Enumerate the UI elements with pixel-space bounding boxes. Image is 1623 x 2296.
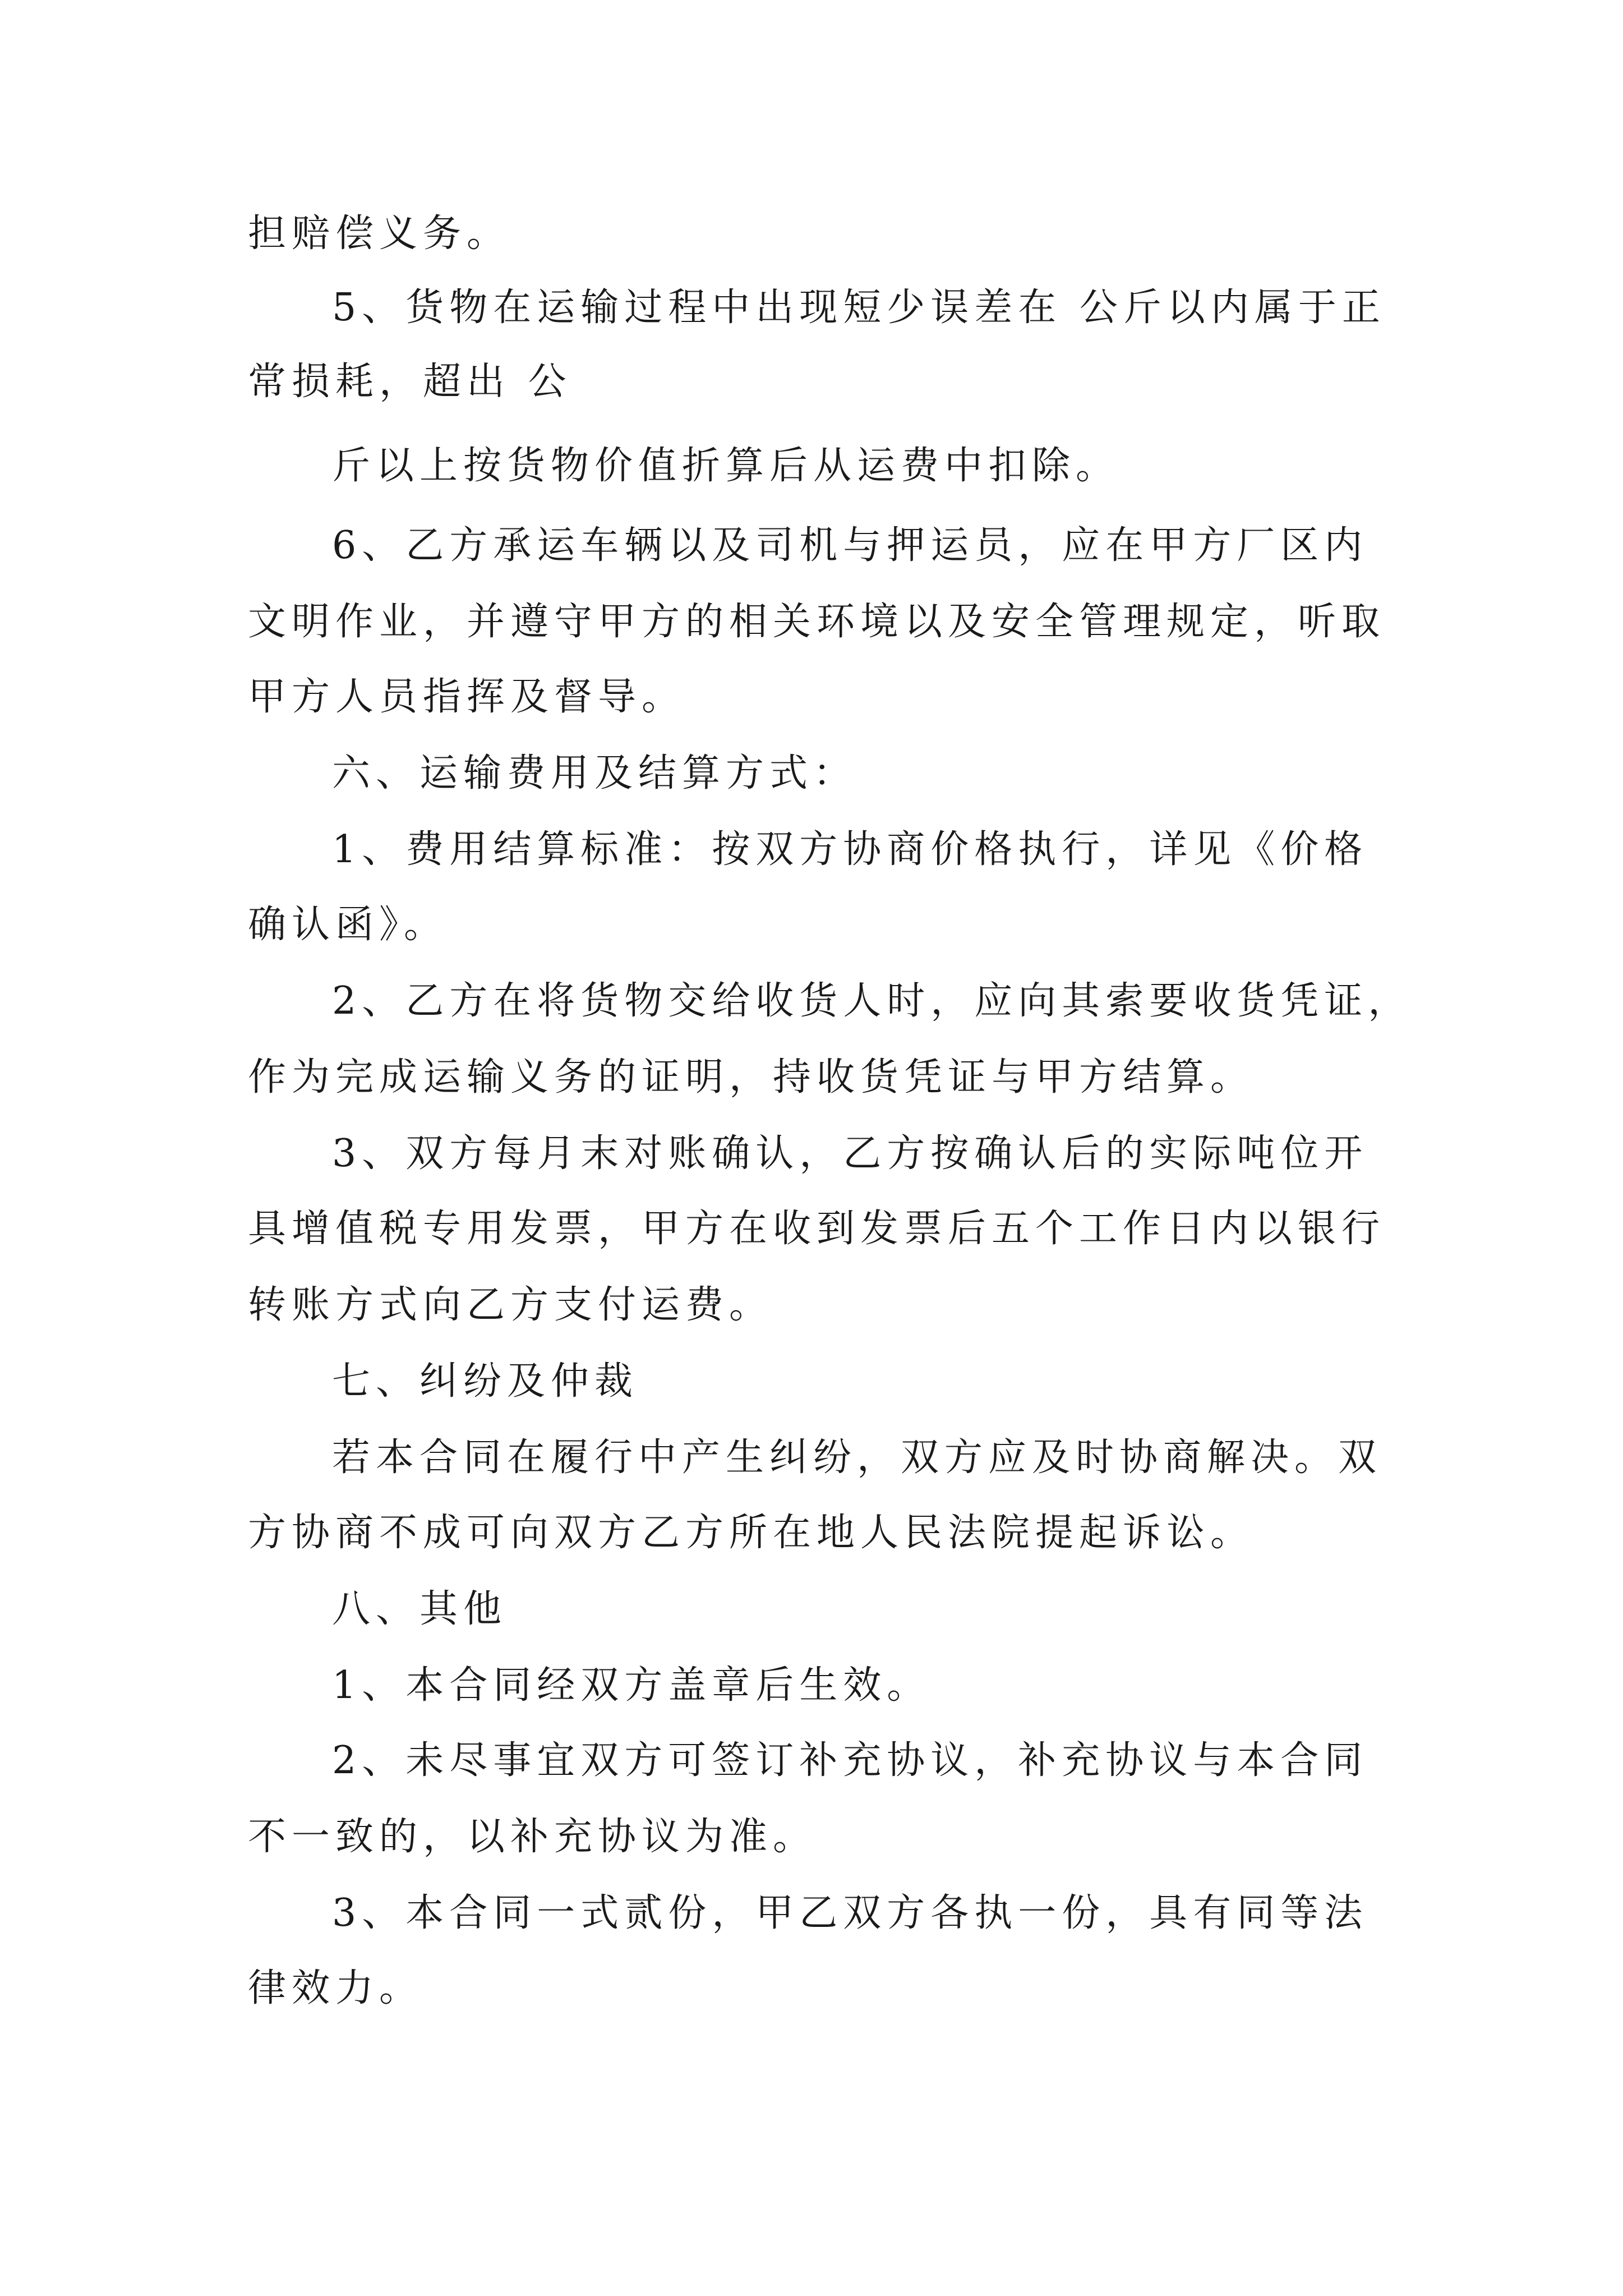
text-line: 文明作业，并遵守甲方的相关环境以及安全管理规定，听取 (248, 600, 1386, 644)
text-line: 担赔偿义务。 (248, 211, 511, 256)
text-line: 6、乙方承运车辆以及司机与押运员，应在甲方厂区内 (332, 523, 1368, 568)
text-line: 常损耗，超出 公 (248, 360, 572, 404)
text-line: 甲方人员指挥及督导。 (248, 675, 686, 719)
text-line: 1、本合同经双方盖章后生效。 (332, 1663, 931, 1708)
text-line: 5、货物在运输过程中出现短少误差在 公斤以内属于正 (332, 286, 1386, 330)
text-line: 3、双方每月末对账确认，乙方按确认后的实际吨位开 (332, 1131, 1368, 1176)
text-line: 确认函》。 (248, 903, 448, 947)
section-heading: 六、运输费用及结算方式： (332, 751, 857, 795)
text-line: 方协商不成可向双方乙方所在地人民法院提起诉讼。 (248, 1511, 1255, 1555)
text-line: 转账方式向乙方支付运费。 (248, 1283, 773, 1327)
text-line: 斤以上按货物价值折算后从运费中扣除。 (332, 444, 1120, 488)
text-line: 不一致的，以补充协议为准。 (248, 1815, 817, 1859)
section-heading: 七、纠纷及仲裁 (332, 1359, 639, 1404)
text-line: 律效力。 (248, 1966, 423, 2010)
text-line: 2、未尽事宜双方可签订补充协议，补充协议与本合同 (332, 1738, 1368, 1783)
section-heading: 八、其他 (332, 1587, 508, 1631)
text-line: 若本合同在履行中产生纠纷，双方应及时协商解决。双 (332, 1435, 1382, 1480)
text-line: 3、本合同一式贰份，甲乙双方各执一份，具有同等法 (332, 1891, 1368, 1935)
text-line: 具增值税专用发票，甲方在收到发票后五个工作日内以银行 (248, 1207, 1386, 1251)
text-line: 2、乙方在将货物交给收货人时，应向其索要收货凭证， (332, 979, 1412, 1023)
text-line: 1、费用结算标准：按双方协商价格执行，详见《价格 (332, 827, 1368, 872)
text-line: 作为完成运输义务的证明，持收货凭证与甲方结算。 (248, 1055, 1255, 1099)
